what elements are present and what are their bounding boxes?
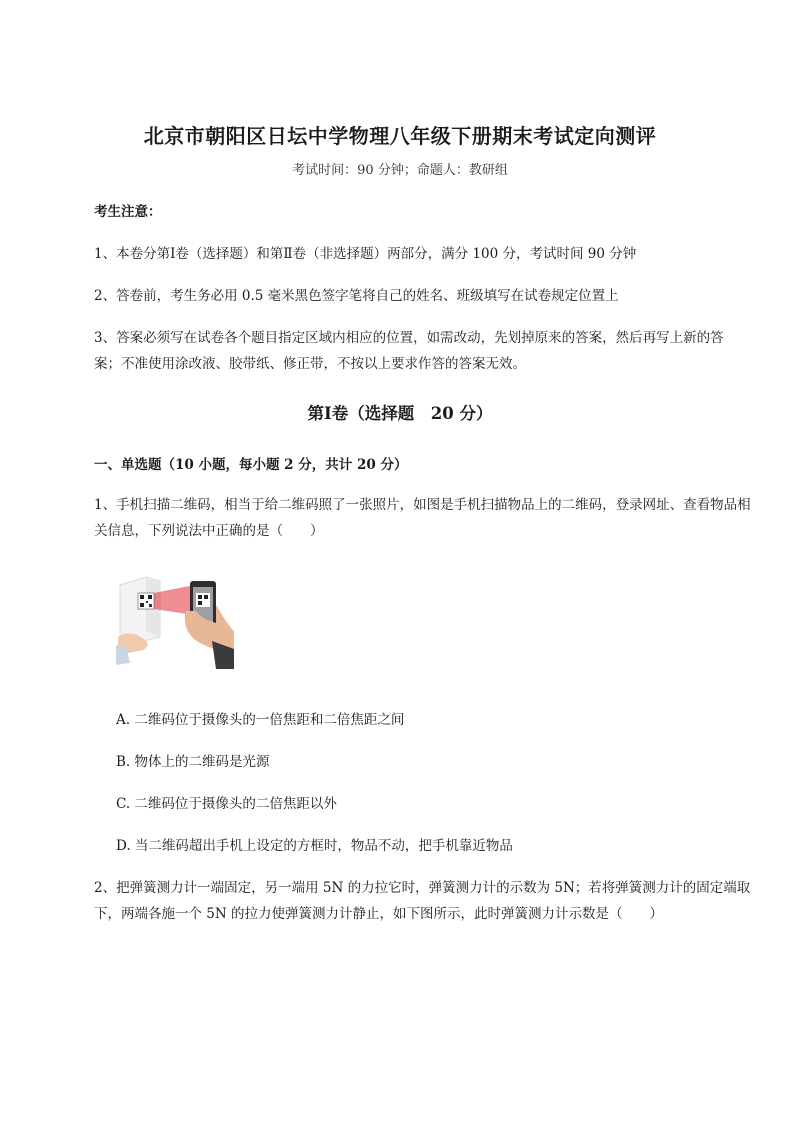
page-title: 北京市朝阳区日坛中学物理八年级下册期末考试定向测评	[143, 124, 657, 148]
notice-item-3: 3、答案必须写在试卷各个题目指定区域内相应的位置，如需改动，先划掉原来的答案，然后再写上新的答案；不准使用涂改液、胶带纸、修正带，不按以上要求作答的答案无效。	[94, 330, 724, 372]
question-1-option-b: B. 物体上的二维码是光源	[116, 754, 270, 770]
notice-item-1: 1、本卷分第Ⅰ卷（选择题）和第Ⅱ卷（非选择题）两部分，满分 100 分，考试时间 90 分钟	[94, 246, 637, 262]
question-1-option-c: C. 二维码位于摄像头的二倍焦距以外	[116, 796, 337, 812]
question-2-stem: 2、把弹簧测力计一端固定，另一端用 5N 的力拉它时，弹簧测力计的示数为 5N；若将弹簧测力计的固定端取下，两端各施一个 5N 的拉力使弹簧测力计静止，如下图所示，此时弹簧测力计示数是（ ）	[94, 880, 751, 922]
notice-item-2: 2、答卷前，考生务必用 0.5 毫米黑色签字笔将自己的姓名、班级填写在试卷规定位置上	[94, 288, 619, 304]
part-heading: 一、单选题（10 小题，每小题 2 分，共计 20 分）	[94, 457, 408, 473]
section-title: 第Ⅰ卷（选择题 20 分）	[307, 404, 493, 423]
notice-heading: 考生注意：	[94, 204, 162, 220]
question-1-option-a: A. 二维码位于摄像头的一倍焦距和二倍焦距之间	[116, 712, 405, 728]
question-1-option-d: D. 当二维码超出手机上设定的方框时，物品不动，把手机靠近物品	[116, 838, 513, 854]
exam-info: 考试时间：90 分钟；命题人：教研组	[292, 163, 508, 178]
qr-scan-figure	[116, 571, 236, 669]
question-1-stem: 1、手机扫描二维码，相当于给二维码照了一张照片，如图是手机扫描物品上的二维码，登录网址、查看物品相关信息，下列说法中正确的是（ ）	[94, 497, 751, 539]
